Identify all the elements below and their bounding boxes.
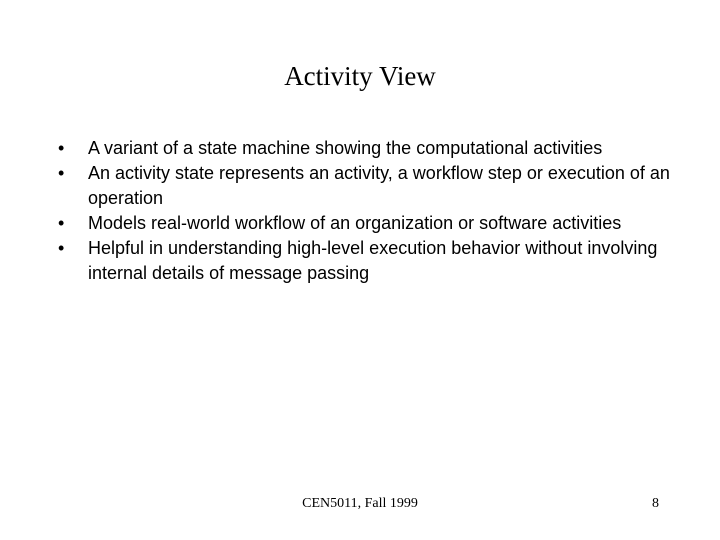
bullet-item [52, 161, 692, 211]
bullet-marker: • [58, 163, 65, 183]
bullet-text: A variant of a state machine showing the computational activities [88, 138, 603, 158]
page-number: 8 [652, 496, 659, 511]
bullet-item [52, 211, 692, 236]
bullet-marker: • [58, 138, 65, 158]
footer-course-label: CEN5011, Fall 1999 [302, 496, 418, 511]
slide-title: Activity View [284, 61, 436, 91]
bullet-text: Helpful in understanding high-level execution behavior without involving internal details of message passing [88, 238, 658, 283]
bullet-text: An activity state represents an activity, a workflow step or execution of an operation [88, 163, 670, 208]
bullet-text: Models real-world workflow of an organization or software activities [88, 213, 622, 233]
bullet-item [52, 236, 692, 286]
bullet-marker: • [58, 213, 65, 233]
bullet-item [52, 136, 692, 161]
bullet-list [52, 136, 692, 286]
bullet-marker: • [58, 238, 65, 258]
